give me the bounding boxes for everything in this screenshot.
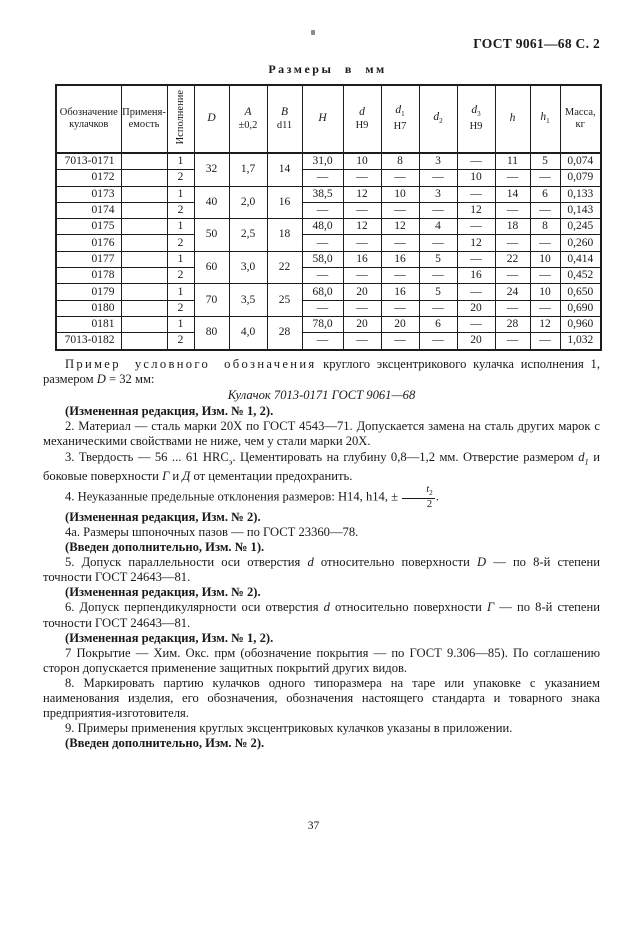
cell-d3: 16 [457, 268, 495, 284]
cell-version: 2 [167, 333, 194, 350]
cell-m: 0,133 [560, 186, 601, 202]
note-4a: 4а. Размеры шпоночных пазов — по ГОСТ 23360—78. [65, 524, 359, 539]
cell-A: 2,5 [229, 219, 267, 252]
table-row [56, 268, 601, 284]
cell-A: 3,5 [229, 284, 267, 317]
column-header-d3: $d_3$ H9 [457, 85, 495, 153]
cell-usage [121, 235, 167, 251]
table-row [56, 333, 601, 350]
cell-d3: 20 [457, 333, 495, 350]
cell-usage [121, 170, 167, 186]
cell-d3: — [457, 153, 495, 170]
cell-version: 1 [167, 284, 194, 300]
cell-d1: — [381, 235, 419, 251]
cell-d1: — [381, 170, 419, 186]
cell-h1: — [530, 300, 560, 316]
note-3: 3. Твердость — 56 ... 61 $HRC_э$. Цементировать на глубину 0,8—1,2 мм. Отверстие размером $d_1$ и боковые поверхности Г и Д от цементации предохранить. [43, 449, 600, 484]
cell-d3: 12 [457, 235, 495, 251]
cell-d2: — [419, 170, 457, 186]
cell-h: — [495, 300, 530, 316]
cell-B: 14 [267, 153, 302, 186]
cell-h: 14 [495, 186, 530, 202]
column-header-d2: $d_2$ [419, 85, 457, 153]
table-row [56, 235, 601, 251]
column-header-H: H [302, 85, 343, 153]
column-header-B: B d11 [267, 85, 302, 153]
cell-h1: 10 [530, 284, 560, 300]
cell-h: 24 [495, 284, 530, 300]
cell-designation: 7013-0182 [56, 333, 121, 350]
revision-note: (Измененная редакция, Изм. № 2). [65, 585, 261, 600]
cell-h1: — [530, 170, 560, 186]
cell-d3: 10 [457, 170, 495, 186]
cell-D: 60 [194, 251, 229, 284]
cell-designation: 0179 [56, 284, 121, 300]
cell-d: — [343, 170, 381, 186]
cell-m: 0,143 [560, 202, 601, 218]
revision-note: (Измененная редакция, Изм. № 1, 2). [65, 404, 274, 419]
cell-d3: — [457, 186, 495, 202]
cell-d1: 16 [381, 251, 419, 267]
cell-B: 28 [267, 316, 302, 349]
cell-d: 12 [343, 219, 381, 235]
note-9: 9. Примеры применения круглых эксцентриковых кулачков указаны в приложении. [65, 721, 513, 736]
cell-h1: 8 [530, 219, 560, 235]
cell-m: 0,074 [560, 153, 601, 170]
table-row [56, 202, 601, 218]
cell-h: — [495, 170, 530, 186]
cell-version: 1 [167, 186, 194, 202]
table-row [56, 170, 601, 186]
cell-d2: 4 [419, 219, 457, 235]
scan-artifact [311, 30, 315, 35]
cell-d1: 10 [381, 186, 419, 202]
cell-D: 40 [194, 186, 229, 219]
cell-usage [121, 251, 167, 267]
cell-h1: — [530, 202, 560, 218]
cell-d2: — [419, 268, 457, 284]
cell-A: 3,0 [229, 251, 267, 284]
cell-d2: 5 [419, 251, 457, 267]
table-row [56, 316, 601, 332]
table-row [56, 219, 601, 235]
cell-H: 31,0 [302, 153, 343, 170]
cell-m: 0,650 [560, 284, 601, 300]
cell-m: 0,452 [560, 268, 601, 284]
cell-designation: 0172 [56, 170, 121, 186]
cell-d: — [343, 235, 381, 251]
cell-version: 2 [167, 235, 194, 251]
cell-version: 1 [167, 219, 194, 235]
cell-m: 0,960 [560, 316, 601, 332]
cell-m: 0,690 [560, 300, 601, 316]
cell-usage [121, 219, 167, 235]
cell-B: 18 [267, 219, 302, 252]
cell-h1: — [530, 333, 560, 350]
cell-d3: — [457, 219, 495, 235]
note-8: 8. Маркировать партию кулачков одного типоразмера на таре или упаковке с указанием наименования изделия, его обозначения, обозначения настоящего стандарта и товарного знака предприятия-изготовителя. [43, 675, 600, 721]
cell-designation: 0181 [56, 316, 121, 332]
cell-h: 28 [495, 316, 530, 332]
cell-usage [121, 268, 167, 284]
cell-d: 16 [343, 251, 381, 267]
cell-d1: 16 [381, 284, 419, 300]
cell-designation: 0175 [56, 219, 121, 235]
note-6: 6. Допуск перпендикулярности оси отверстия d относительно поверхности Г — по 8-й степени точности ГОСТ 24643—81. [43, 600, 600, 630]
column-header-ver: Исполнение [167, 85, 194, 153]
cell-m: 0,414 [560, 251, 601, 267]
cell-H: 48,0 [302, 219, 343, 235]
cell-h: 18 [495, 219, 530, 235]
cell-version: 2 [167, 202, 194, 218]
cell-h: — [495, 333, 530, 350]
cell-H: 38,5 [302, 186, 343, 202]
table-header [56, 85, 601, 153]
cell-d: — [343, 268, 381, 284]
cell-B: 22 [267, 251, 302, 284]
cell-H: — [302, 235, 343, 251]
cell-D: 50 [194, 219, 229, 252]
cell-m: 0,079 [560, 170, 601, 186]
table-row [56, 300, 601, 316]
cell-H: 78,0 [302, 316, 343, 332]
cell-d2: 3 [419, 186, 457, 202]
cell-H: 68,0 [302, 284, 343, 300]
column-header-use: Применя- емость [121, 85, 167, 153]
cell-usage [121, 284, 167, 300]
cell-d2: 3 [419, 153, 457, 170]
cell-version: 1 [167, 251, 194, 267]
cell-h: — [495, 268, 530, 284]
cell-H: — [302, 268, 343, 284]
column-header-d: d H9 [343, 85, 381, 153]
column-header-d1: $d_1$ H7 [381, 85, 419, 153]
cell-h: — [495, 235, 530, 251]
note-5: 5. Допуск параллельности оси отверстия d относительно поверхности D — по 8-й степени точности ГОСТ 24643—81. [43, 555, 600, 585]
cell-designation: 0178 [56, 268, 121, 284]
column-header-h1: $h_1$ [530, 85, 560, 153]
cell-designation: 0174 [56, 202, 121, 218]
cell-d3: — [457, 251, 495, 267]
cell-version: 2 [167, 268, 194, 284]
cell-d1: — [381, 333, 419, 350]
cell-H: — [302, 300, 343, 316]
cell-d3: 20 [457, 300, 495, 316]
revision-note: (Измененная редакция, Изм. № 1, 2). [65, 630, 274, 645]
dimensions-table [55, 84, 602, 351]
cell-A: 1,7 [229, 153, 267, 186]
cell-d2: — [419, 235, 457, 251]
cell-d1: — [381, 202, 419, 218]
cell-h1: 12 [530, 316, 560, 332]
cell-A: 2,0 [229, 186, 267, 219]
cell-d: — [343, 202, 381, 218]
revision-note: (Введен дополнительно, Изм. № 2). [65, 736, 265, 751]
cell-d2: — [419, 202, 457, 218]
cell-h1: — [530, 235, 560, 251]
column-header-D: D [194, 85, 229, 153]
table-row [56, 251, 601, 267]
cell-designation: 0180 [56, 300, 121, 316]
cell-m: 0,245 [560, 219, 601, 235]
cell-D: 32 [194, 153, 229, 186]
cell-d1: 20 [381, 316, 419, 332]
cell-usage [121, 316, 167, 332]
table-row [56, 153, 601, 170]
example-intro: Пример условного обозначения круглого эксцентрикового кулачка исполнения 1, размером D = 32 мм: [43, 357, 601, 387]
cell-usage [121, 333, 167, 350]
cell-d: 20 [343, 316, 381, 332]
cell-d2: — [419, 300, 457, 316]
cell-d2: 6 [419, 316, 457, 332]
table-row [56, 284, 601, 300]
cell-H: — [302, 333, 343, 350]
cell-designation: 0173 [56, 186, 121, 202]
column-header-A: A ±0,2 [229, 85, 267, 153]
gost-standard-number: ГОСТ 9061—68 С. 2 [473, 36, 600, 51]
cell-D: 70 [194, 284, 229, 317]
page-number: 37 [307, 820, 320, 832]
cell-H: — [302, 170, 343, 186]
tolerance-fraction: $\frac{t_2}{2}$ [402, 484, 434, 510]
cell-usage [121, 202, 167, 218]
cell-H: — [302, 202, 343, 218]
cell-D: 80 [194, 316, 229, 349]
cell-version: 2 [167, 300, 194, 316]
cell-m: 0,260 [560, 235, 601, 251]
column-header-des: Обозначение кулачков [56, 85, 121, 153]
table-header-row [56, 85, 601, 153]
cell-version: 1 [167, 316, 194, 332]
cell-m: 1,032 [560, 333, 601, 350]
cell-d: — [343, 300, 381, 316]
cell-h: 11 [495, 153, 530, 170]
note-2: 2. Материал — сталь марки 20Х по ГОСТ 4543—71. Допускается замена на сталь других марок с механическими свойствами не ниже, чем у стали марки 20Х. [43, 419, 600, 449]
cell-d1: — [381, 268, 419, 284]
cell-h1: 5 [530, 153, 560, 170]
cell-h1: 6 [530, 186, 560, 202]
cell-designation: 7013-0171 [56, 153, 121, 170]
cell-d3: — [457, 316, 495, 332]
cell-designation: 0177 [56, 251, 121, 267]
table-body [56, 153, 601, 350]
notes-section [43, 357, 600, 751]
cell-usage [121, 186, 167, 202]
cell-d1: 12 [381, 219, 419, 235]
cell-h: 22 [495, 251, 530, 267]
cell-usage [121, 153, 167, 170]
cell-usage [121, 300, 167, 316]
cell-d3: — [457, 284, 495, 300]
cell-d: 10 [343, 153, 381, 170]
cell-h1: — [530, 268, 560, 284]
cell-B: 25 [267, 284, 302, 317]
example-designation: Кулачок 7013-0171 ГОСТ 9061—68 [227, 388, 416, 403]
cell-d2: 5 [419, 284, 457, 300]
note-4: 4. Неуказанные предельные отклонения размеров: H14, h14, ± $\frac{t_2}{2}$ . [65, 484, 439, 510]
note-7: 7 Покрытие — Хим. Окс. прм (обозначение покрытия — по ГОСТ 9.306—85). По соглашению сторон допускается применение защитных покрытий других видов. [43, 645, 600, 675]
cell-designation: 0176 [56, 235, 121, 251]
cell-version: 2 [167, 170, 194, 186]
revision-note: (Введен дополнительно, Изм. № 1). [65, 540, 265, 555]
cell-version: 1 [167, 153, 194, 170]
table-title: Размеры в мм [268, 62, 387, 76]
cell-d1: 8 [381, 153, 419, 170]
cell-H: 58,0 [302, 251, 343, 267]
column-header-h: h [495, 85, 530, 153]
column-header-m: Масса, кг [560, 85, 601, 153]
cell-d: — [343, 333, 381, 350]
cell-B: 16 [267, 186, 302, 219]
cell-A: 4,0 [229, 316, 267, 349]
cell-h: — [495, 202, 530, 218]
cell-d1: — [381, 300, 419, 316]
revision-note: (Измененная редакция, Изм. № 2). [65, 509, 261, 524]
cell-d: 20 [343, 284, 381, 300]
cell-d3: 12 [457, 202, 495, 218]
cell-h1: 10 [530, 251, 560, 267]
table-row [56, 186, 601, 202]
cell-d2: — [419, 333, 457, 350]
cell-d: 12 [343, 186, 381, 202]
